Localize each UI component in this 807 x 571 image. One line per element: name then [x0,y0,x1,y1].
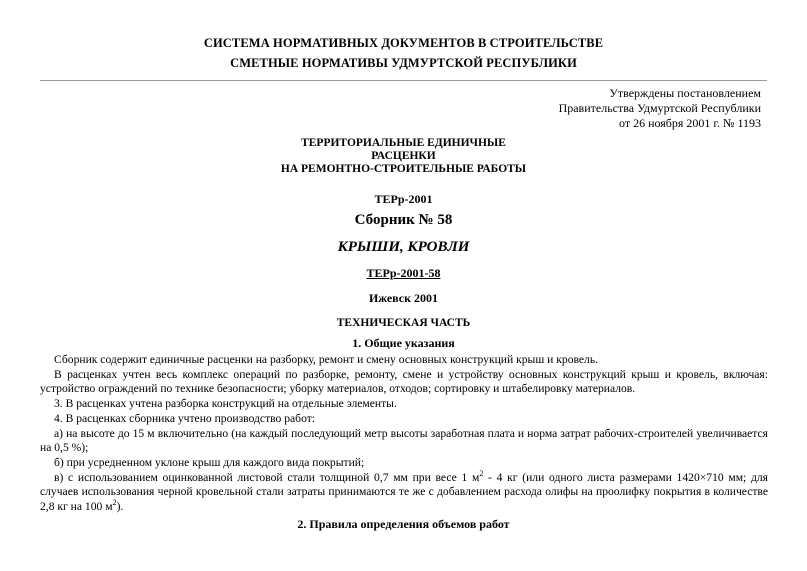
general-instructions-text [40,353,768,515]
paragraph-1: Сборник содержит единичные расценки на разборку, ремонт и смену основных конструкций крыш и кровель. [54,353,599,366]
system-subtitle: СМЕТНЫЕ НОРМАТИВЫ УДМУРТСКОЙ РЕСПУБЛИКИ [230,56,577,70]
approval-line-2: Правительства Удмуртской Республики [558,101,761,115]
header-divider [40,80,767,81]
paragraph-6: б) при усредненном уклоне крыш для каждого вида покрытий; [54,455,365,469]
city-year: Ижевск 2001 [368,291,439,305]
paragraph-3: 3. В расценках учтена разборка конструкций на отдельные элементы. [54,397,397,411]
paragraph-4: 4. В расценках сборника учтено производство работ: [54,411,316,425]
superscript-square-1: 2 [479,468,484,478]
section-2-heading: 2. Правила определения объемов работ [297,517,510,531]
title-line-2: РАСЦЕНКИ [371,150,436,162]
paragraph-7-part-c: ). [116,500,124,514]
superscript-square-2: 2 [112,498,117,508]
approval-block [559,86,761,131]
paragraph-2: В расценках учтен весь комплекс операций по разборке, ремонту, смене и устройству основных конструкций крыш и кровель, включая: устройство ограждений по технике безопасности; уборку материалов, отходов; сортировку и штабелировку материалов. [40,367,768,396]
paragraph-7-part-b: - 4 кг (или одного листа размерами 1420×710 мм; для случаев использования черной кровельной стали затраты принимаются те же с добавлением расхода олифы на проолифку покрытия в количестве 2,8 кг на 100 м [40,470,768,514]
paragraph-7 [40,468,768,515]
collection-number: Сборник № 58 [354,212,453,228]
paragraph-5: а) на высоте до 15 м включительно (на каждый последующий метр высоты заработная плата и норма затрат рабочих-строителей увеличивается на 0,5 %); [40,426,768,455]
title-line-1: ТЕРРИТОРИАЛЬНЫЕ ЕДИНИЧНЫЕ [301,137,506,149]
paragraph-7-part-a: в) с использованием оцинкованной листовой стали толщиной 0,7 мм при весе 1 м [54,470,480,484]
section-1-heading: 1. Общие указания [352,336,455,350]
collection-code: ТЕРр-2001-58 [366,266,441,280]
document-code: ТЕРр-2001 [374,192,433,206]
document-title [40,137,767,176]
system-title: СИСТЕМА НОРМАТИВНЫХ ДОКУМЕНТОВ В СТРОИТЕЛЬСТВЕ [203,36,604,50]
title-line-3: НА РЕМОНТНО-СТРОИТЕЛЬНЫЕ РАБОТЫ [280,163,527,175]
collection-subject: КРЫШИ, КРОВЛИ [337,239,470,255]
technical-part-heading: ТЕХНИЧЕСКАЯ ЧАСТЬ [336,317,471,329]
approval-line-1: Утверждены постановлением [609,86,761,100]
approval-line-3: от 26 ноября 2001 г. № 1193 [619,116,761,130]
